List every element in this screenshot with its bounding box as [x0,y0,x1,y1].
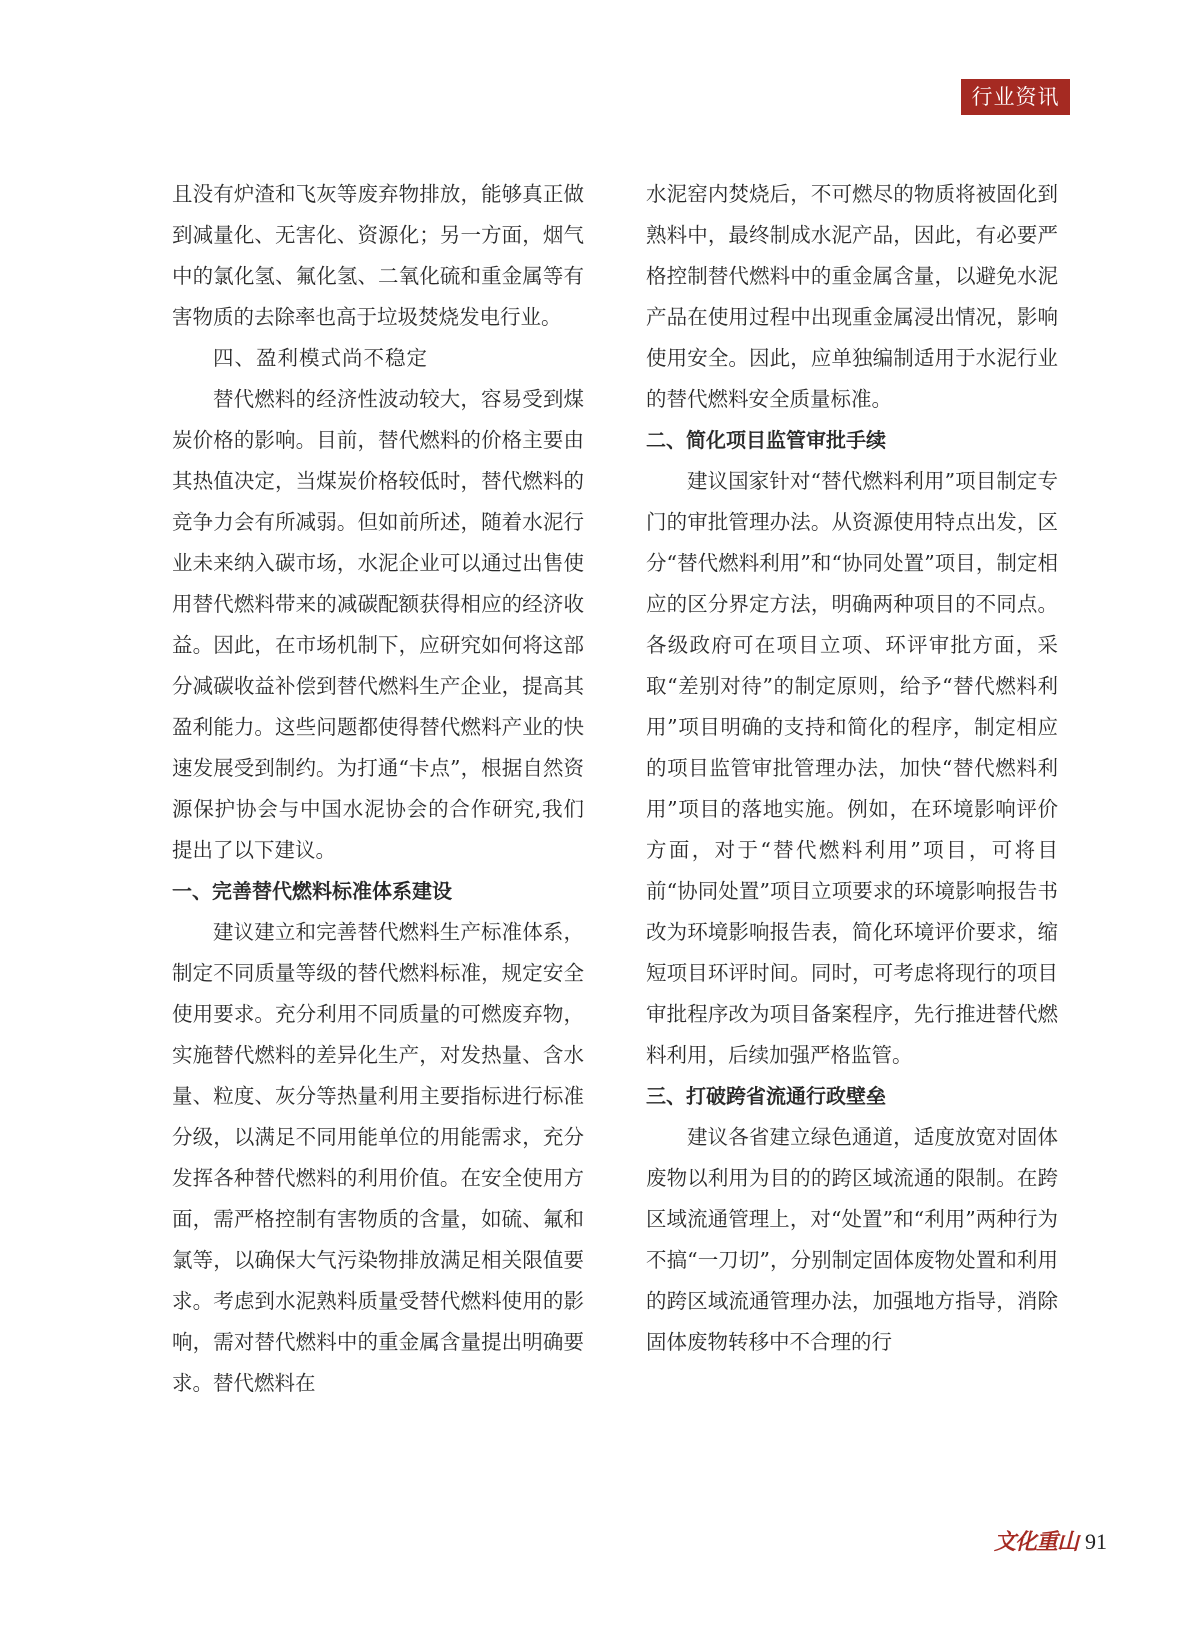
paragraph: 替代燃料的经济性波动较大，容易受到煤炭价格的影响。目前，替代燃料的价格主要由其热值决定，当煤炭价格较低时，替代燃料的竞争力会有所减弱。但如前所述，随着水泥行业未来纳入碳市场，水泥企业可以通过出售使用替代燃料带来的减碳配额获得相应的经济收益。因此，在市场机制下，应研究如何将这部分减碳收益补偿到替代燃料生产企业，提高其盈利能力。这些问题都使得替代燃料产业的快速发展受到制约。为打通“卡点”，根据自然资源保护协会与中国水泥协会的合作研究,我们提出了以下建议。 [172,387,584,862]
section-tag: 行业资讯 [961,79,1070,115]
magazine-logo: 文化重山 [994,1529,1079,1555]
subheading: 四、盈利模式尚不稳定 [213,346,428,370]
paragraph: 建议建立和完善替代燃料生产标准体系，制定不同质量等级的替代燃料标准，规定安全使用要求。充分利用不同质量的可燃废弃物，实施替代燃料的差异化生产，对发热量、含水量、粒度、灰分等热量利用主要指标进行标准分级，以满足不同用能单位的用能需求，充分发挥各种替代燃料的利用价值。在安全使用方面，需严格控制有害物质的含量，如硫、氟和氯等，以确保大气污染物排放满足相关限值要求。考虑到水泥熟料质量受替代燃料使用的影响，需对替代燃料中的重金属含量提出明确要求。替代燃料在 [172,920,584,1395]
paragraph: 建议国家针对“替代燃料利用”项目制定专门的审批管理办法。从资源使用特点出发，区分“替代燃料利用”和“协同处置”项目，制定相应的区分界定方法，明确两种项目的不同点。各级政府可在项目立项、环评审批方面，采取“差别对待”的制定原则，给予“替代燃料利用”项目明确的支持和简化的程序，制定相应的项目监管审批管理办法，加快“替代燃料利用”项目的落地实施。例如，在环境影响评价方面，对于“替代燃料利用”项目，可将目前“协同处置”项目立项要求的环境影响报告书改为环境影响报告表，简化环境评价要求，缩短项目环评时间。同时，可考虑将现行的项目审批程序改为项目备案程序，先行推进替代燃料利用，后续加强严格监管。 [646,469,1058,1067]
section-heading: 二、简化项目监管审批手续 [646,428,886,452]
section-heading: 一、完善替代燃料标准体系建设 [172,879,452,903]
paragraph: 且没有炉渣和飞灰等废弃物排放，能够真正做到减量化、无害化、资源化；另一方面，烟气中的氯化氢、氟化氢、二氧化硫和重金属等有害物质的去除率也高于垃圾焚烧发电行业。 [172,182,584,329]
paragraph: 建议各省建立绿色通道，适度放宽对固体废物以利用为目的的跨区域流通的限制。在跨区域流通管理上，对“处置”和“利用”两种行为不搞“一刀切”，分别制定固体废物处置和利用的跨区域流通管理办法，加强地方指导，消除固体废物转移中不合理的行 [646,1125,1058,1354]
paragraph: 水泥窑内焚烧后，不可燃尽的物质将被固化到熟料中，最终制成水泥产品，因此，有必要严格控制替代燃料中的重金属含量，以避免水泥产品在使用过程中出现重金属浸出情况，影响使用安全。因此，应单独编制适用于水泥行业的替代燃料安全质量标准。 [646,182,1058,411]
section-heading: 三、打破跨省流通行政壁垒 [646,1084,886,1108]
right-column [646,174,1058,1363]
left-column [172,174,584,1404]
page-number: 91 [1085,1529,1107,1554]
